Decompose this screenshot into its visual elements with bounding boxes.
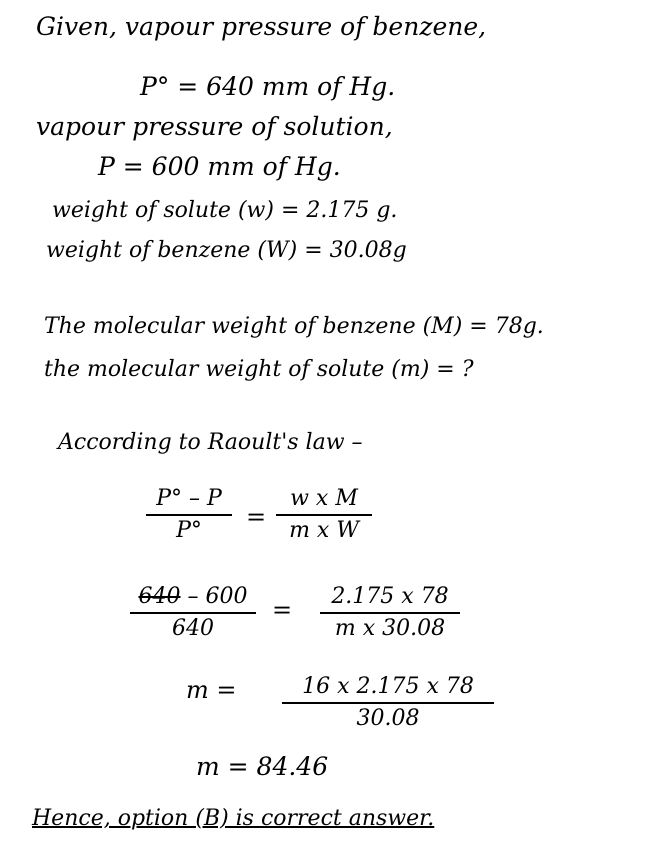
formula1-equals: =	[246, 503, 267, 531]
formula1-rhs-numerator: w x M	[290, 486, 358, 511]
formula1-rhs-denominator: m x W	[289, 518, 359, 543]
formula1-lhs-fraction	[146, 484, 232, 546]
formula2-lhs-numerator-rest: – 600	[180, 584, 248, 609]
formula2-lhs-fraction	[130, 582, 256, 644]
formula3-lhs: m =	[186, 676, 237, 704]
formula1-lhs-numerator: P° – P	[156, 486, 222, 511]
struck-value: 640	[138, 584, 181, 609]
molecular-weight-benzene-line: The molecular weight of benzene (M) = 78g.	[44, 314, 544, 339]
weight-benzene-line: weight of benzene (W) = 30.08g	[46, 238, 407, 263]
conclusion-line: Hence, option (B) is correct answer.	[32, 806, 435, 831]
vapour-pressure-solution-line: vapour pressure of solution,	[36, 112, 393, 141]
weight-solute-line: weight of solute (w) = 2.175 g.	[52, 198, 398, 223]
formula3-fraction	[282, 672, 494, 734]
formula2-lhs-numerator	[133, 582, 254, 612]
formula1-rhs-fraction	[276, 484, 372, 546]
formula3-numerator: 16 x 2.175 x 78	[302, 674, 474, 699]
raoult-law-line: According to Raoult's law –	[58, 430, 363, 455]
formula2-rhs-denominator: m x 30.08	[334, 616, 446, 641]
result-line: m = 84.46	[196, 752, 329, 781]
formula2-rhs-fraction	[320, 582, 460, 644]
molecular-weight-solute-line: the molecular weight of solute (m) = ?	[44, 357, 474, 382]
p0-line: P° = 640 mm of Hg.	[140, 72, 396, 101]
formula2-lhs-denominator: 640	[172, 616, 214, 641]
formula2-rhs-numerator: 2.175 x 78	[331, 584, 449, 609]
formula3-denominator: 30.08	[356, 706, 420, 731]
formula1-lhs-denominator: P°	[176, 518, 202, 543]
given-line: Given, vapour pressure of benzene,	[36, 12, 487, 41]
p-line: P = 600 mm of Hg.	[98, 152, 341, 181]
formula2-equals: =	[272, 596, 293, 624]
